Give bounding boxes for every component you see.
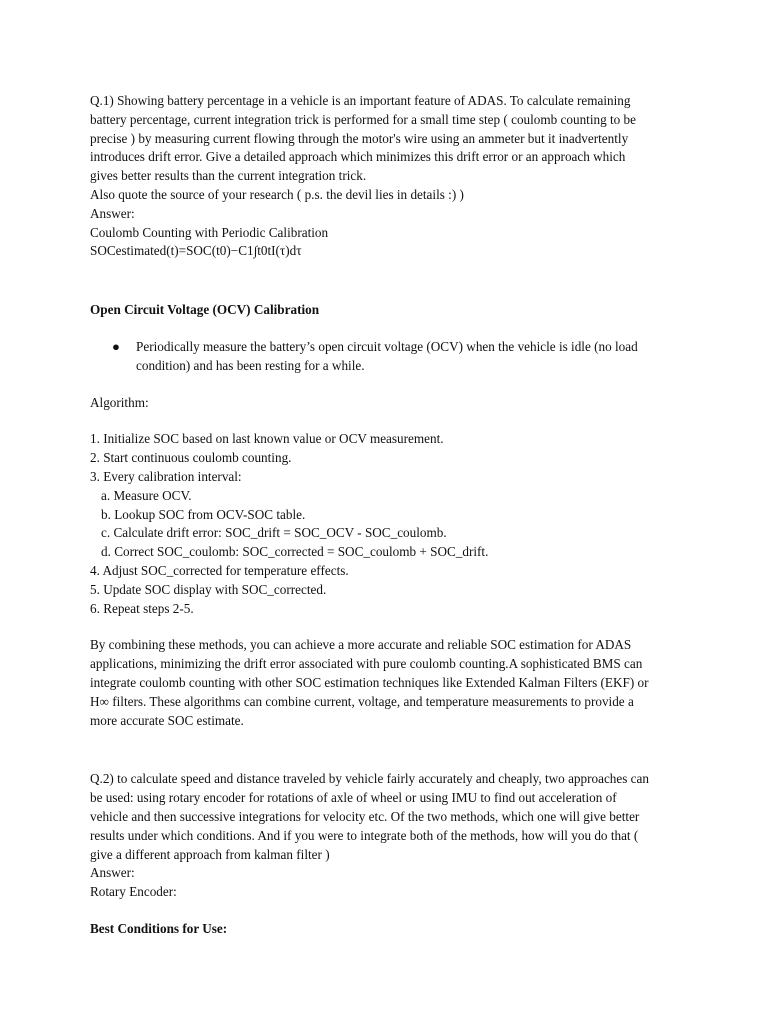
question-2-line: Q.2) to calculate speed and distance traveled by vehicle fairly accurately and cheaply, two approaches can xyxy=(90,771,649,787)
algorithm-step: 4. Adjust SOC_corrected for temperature effects. xyxy=(90,562,349,578)
algorithm-step: 1. Initialize SOC based on last known value or OCV measurement. xyxy=(90,431,444,447)
answer-label: Answer: xyxy=(90,205,135,221)
algorithm-substep: a. Measure OCV. xyxy=(101,487,192,503)
question-1-line: introduces drift error. Give a detailed approach which minimizes this drift error or an approach which xyxy=(90,149,626,165)
bullet-line: condition) and has been resting for a while. xyxy=(136,357,365,373)
question-1-line: precise ) by measuring current flowing through the motor's wire using an ammeter but it inadvertently xyxy=(90,130,629,146)
answer-label: Answer: xyxy=(90,865,135,881)
summary-paragraph xyxy=(90,636,690,730)
question-1-line: Q.1) Showing battery percentage in a vehicle is an important feature of ADAS. To calculate remaining xyxy=(90,93,631,108)
question-2-line: vehicle and then successive integrations for velocity etc. Of the two methods, which one will give better xyxy=(90,808,640,824)
ocv-heading: Open Circuit Voltage (OCV) Calibration xyxy=(90,302,320,318)
algorithm-step: 3. Every calibration interval: xyxy=(90,468,242,484)
question-1 xyxy=(90,92,690,261)
best-conditions-heading: Best Conditions for Use: xyxy=(90,920,228,936)
ocv-bullet-item xyxy=(90,338,690,376)
algorithm-substep: b. Lookup SOC from OCV-SOC table. xyxy=(101,506,306,522)
algorithm-substep: c. Calculate drift error: SOC_drift = SOC_OCV - SOC_coulomb. xyxy=(101,525,447,541)
question-1-line: Also quote the source of your research ( p.s. the devil lies in details :) ) xyxy=(90,186,464,202)
question-2-line: be used: using rotary encoder for rotations of axle of wheel or using IMU to find out acceleration of xyxy=(90,790,617,806)
summary-line: applications, minimizing the drift error associated with pure coulomb counting.A sophisticated BMS can xyxy=(90,656,643,672)
summary-line: more accurate SOC estimate. xyxy=(90,712,244,728)
summary-line: H∞ filters. These algorithms can combine current, voltage, and temperature measurements to provide a xyxy=(90,693,634,709)
document-body xyxy=(90,92,690,939)
question-2 xyxy=(90,770,690,902)
algorithm-substep: d. Correct SOC_coulomb: SOC_corrected = SOC_coulomb + SOC_drift. xyxy=(101,544,489,560)
algorithm-label: Algorithm: xyxy=(90,394,149,410)
summary-line: By combining these methods, you can achieve a more accurate and reliable SOC estimation for ADAS xyxy=(90,637,632,653)
algorithm-step: 6. Repeat steps 2-5. xyxy=(90,600,194,616)
bullet-line: Periodically measure the battery’s open circuit voltage (OCV) when the vehicle is idle (no load xyxy=(136,338,638,354)
bullet-icon: ● xyxy=(112,338,120,354)
algorithm-steps xyxy=(90,430,690,618)
question-2-line: results under which conditions. And if you were to integrate both of the methods, how will you do that ( xyxy=(90,827,639,843)
soc-formula: SOCestimated(t)=SOC(t0)−C1∫t0tI(τ)dτ xyxy=(90,243,302,259)
question-1-line: gives better results than the current integration trick. xyxy=(90,168,367,184)
question-2-line: give a different approach from kalman filter ) xyxy=(90,846,330,862)
algorithm-step: 5. Update SOC display with SOC_corrected. xyxy=(90,581,327,597)
method-title: Rotary Encoder: xyxy=(90,884,177,900)
method-title: Coulomb Counting with Periodic Calibration xyxy=(90,224,329,240)
question-1-line: battery percentage, current integration trick is performed for a small time step ( coulomb counting to be xyxy=(90,111,636,127)
algorithm-step: 2. Start continuous coulomb counting. xyxy=(90,450,292,466)
summary-line: integrate coulomb counting with other SOC estimation techniques like Extended Kalman Filters (EKF) or xyxy=(90,674,649,690)
